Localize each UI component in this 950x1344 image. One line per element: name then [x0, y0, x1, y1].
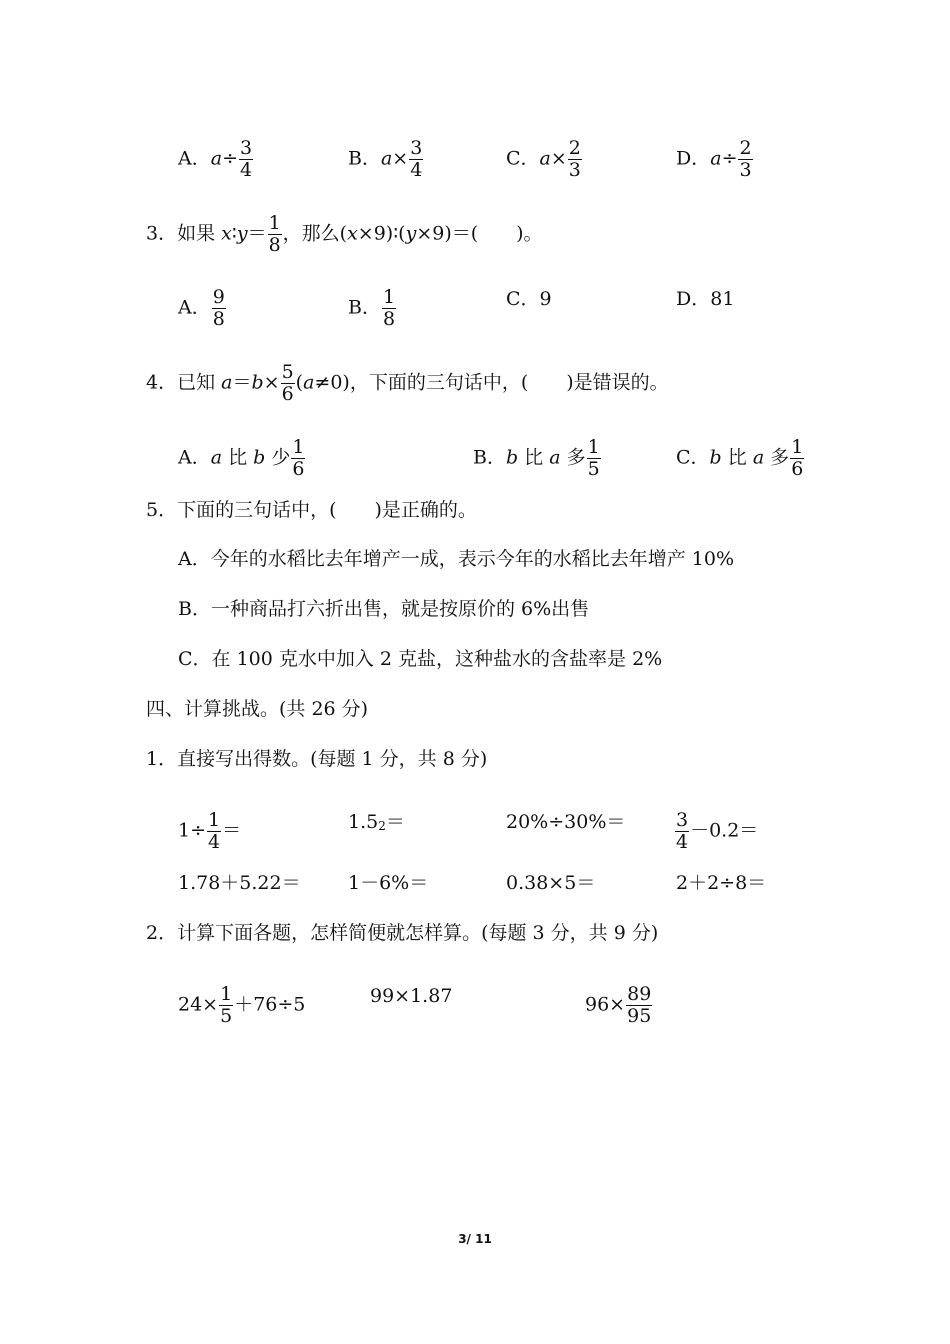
fraction: $\frac{5}{6}$ — [281, 361, 294, 405]
q2-option-d: D．a÷ $\frac{2}{3}$ — [676, 137, 752, 181]
fraction: $\frac{1}{8}$ — [382, 286, 396, 330]
calc2-problem-3: 96× $\frac{89}{95}$ — [585, 983, 652, 1027]
q2-option-a: A．a÷ $\frac{3}{4}$ — [178, 137, 253, 181]
q3-option-b: B． $\frac{1}{8}$ — [348, 286, 396, 330]
q4-option-c: C．b 比 a 多 $\frac{1}{6}$ — [676, 436, 804, 480]
fraction: $\frac{3}{4}$ — [410, 137, 423, 181]
fraction: $\frac{1}{5}$ — [220, 983, 233, 1027]
fraction: $\frac{3}{4}$ — [676, 809, 689, 853]
q4-option-b: B．b 比 a 多 $\frac{1}{5}$ — [473, 436, 600, 480]
question-3: 3．如果 x∶y＝ $\frac{1}{8}$ ，那么(x×9)∶(y×9)＝( )。 — [146, 212, 543, 256]
fraction: $\frac{89}{95}$ — [627, 983, 652, 1027]
fraction: $\frac{1}{6}$ — [791, 436, 804, 480]
q2-option-b: B．a× $\frac{3}{4}$ — [348, 137, 423, 181]
calc2-problem-1: 24× $\frac{1}{5}$ ＋76÷5 — [178, 983, 306, 1027]
calc2-problem-2: 99×1.87 — [370, 985, 453, 1007]
fraction: $\frac{9}{8}$ — [212, 286, 225, 330]
fraction: $\frac{1}{8}$ — [268, 212, 281, 256]
page-number: 3/ 11 — [458, 1232, 492, 1246]
question-5: 5．下面的三句话中，( )是正确的。 — [146, 499, 477, 521]
calc1-expr-1: 1÷ $\frac{1}{4}$ ＝ — [178, 809, 242, 853]
q3-option-d: D．81 — [676, 288, 735, 310]
fraction: $\frac{1}{6}$ — [292, 436, 305, 480]
calc1-expr-7: 0.38×5＝ — [506, 872, 596, 894]
calc1-expr-8: 2＋2÷8＝ — [676, 872, 767, 894]
q5-option-a: A．今年的水稻比去年增产一成，表示今年的水稻比去年增产 10% — [178, 548, 734, 570]
fraction: $\frac{1}{4}$ — [208, 809, 221, 853]
fraction: $\frac{1}{5}$ — [587, 436, 600, 480]
calc1-expr-5: 1.78＋5.22＝ — [178, 872, 301, 894]
calc1-expr-2: 1.52＝ — [348, 811, 405, 833]
q5-option-c: C．在 100 克水中加入 2 克盐，这种盐水的含盐率是 2% — [178, 648, 663, 670]
q5-option-b: B．一种商品打六折出售，就是按原价的 6%出售 — [178, 598, 590, 620]
q3-option-c: C．9 — [506, 288, 552, 310]
section-title: 四、计算挑战。(共 26 分) — [146, 698, 369, 720]
calc1-question: 1．直接写出得数。(每题 1 分，共 8 分) — [146, 748, 488, 770]
q3-option-a: A． $\frac{9}{8}$ — [178, 286, 225, 330]
calc1-expr-3: 20%÷30%＝ — [506, 811, 626, 833]
q4-option-a: A．a 比 b 少 $\frac{1}{6}$ — [178, 436, 305, 480]
fraction: $\frac{3}{4}$ — [239, 137, 253, 181]
calc1-expr-4: $\frac{3}{4}$ －0.2＝ — [676, 809, 759, 853]
fraction: $\frac{2}{3}$ — [739, 137, 752, 181]
calc2-question: 2．计算下面各题，怎样简便就怎样算。(每题 3 分，共 9 分) — [146, 922, 659, 944]
calc1-expr-6: 1－6%＝ — [348, 872, 429, 894]
q2-option-c: C．a× $\frac{2}{3}$ — [506, 137, 581, 181]
fraction: $\frac{2}{3}$ — [568, 137, 581, 181]
question-4: 4．已知 a＝b× $\frac{5}{6}$ (a≠0)，下面的三句话中，( )是错误的。 — [146, 361, 669, 405]
